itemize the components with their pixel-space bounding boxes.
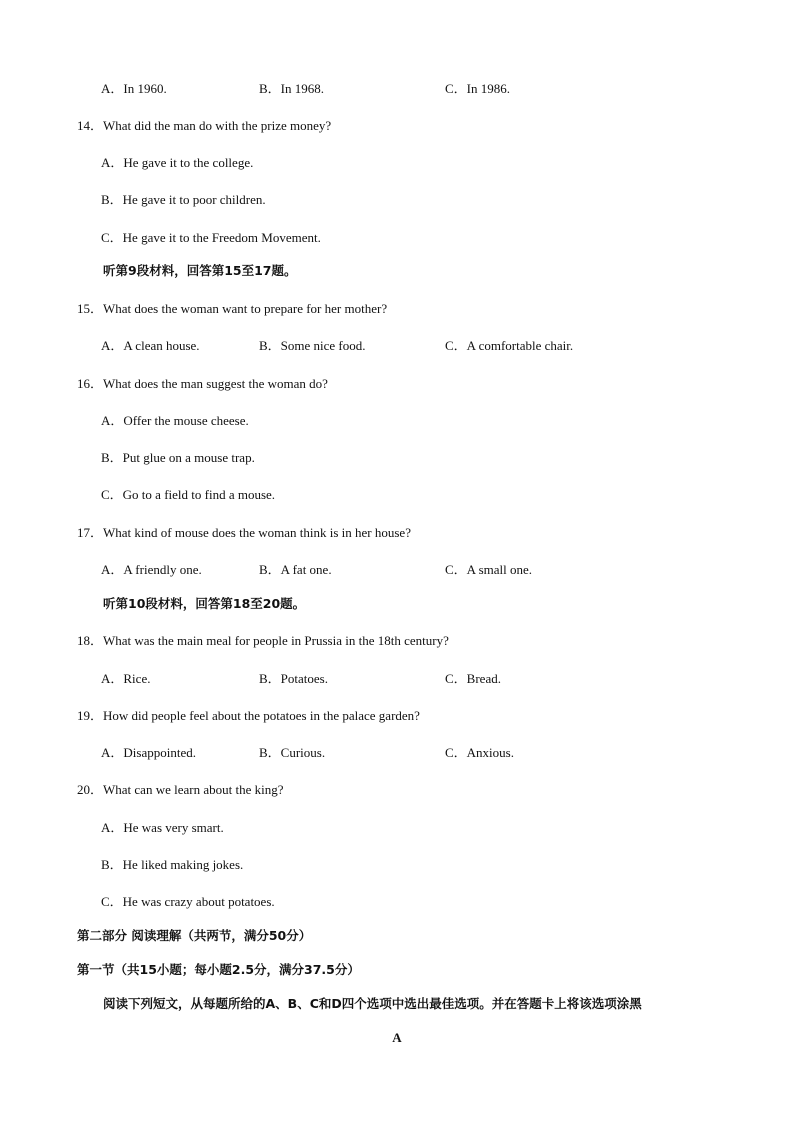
q16-stem: 16．What does the man suggest the woman do?: [77, 376, 328, 391]
section-9-heading: 听第9段材料，回答第15至17题。: [103, 263, 297, 278]
q20-option-c: C．He was crazy about potatoes.: [101, 894, 275, 909]
q15-stem: 15．What does the woman want to prepare for her mother?: [77, 301, 388, 316]
q18-option-c: C．Bread.: [445, 671, 501, 686]
q15-option-b: B．Some nice food.: [259, 338, 366, 353]
q16-option-c: C．Go to a field to find a mouse.: [101, 487, 276, 502]
q19-option-b: B．Curious.: [259, 745, 326, 760]
q18-option-a: A．Rice.: [101, 671, 151, 686]
q20-option-b: B．He liked making jokes.: [101, 857, 244, 872]
q19-option-c: C．Anxious.: [445, 745, 514, 760]
q19-stem: 19．How did people feel about the potatoes in the palace garden?: [77, 708, 420, 723]
q15-option-c: C．A comfortable chair.: [445, 338, 574, 353]
q18-option-b: B．Potatoes.: [259, 671, 328, 686]
q19-option-a: A．Disappointed.: [101, 745, 196, 760]
part-2-heading: 第二部分 阅读理解（共两节，满分50分）: [77, 928, 312, 943]
q17-option-b: B．A fat one.: [259, 562, 332, 577]
q13-option-b: B．In 1968.: [259, 81, 325, 96]
reading-instructions: 阅读下列短文，从每题所给的A、B、C和D四个选项中选出最佳选项。并在答题卡上将该选项涂黑: [103, 996, 642, 1011]
q16-option-a: A．Offer the mouse cheese.: [101, 413, 249, 428]
q17-option-c: C．A small one.: [445, 562, 533, 577]
q17-option-a: A．A friendly one.: [101, 562, 202, 577]
q13-option-c: C．In 1986.: [445, 81, 511, 96]
q14-option-b: B．He gave it to poor children.: [101, 192, 266, 207]
section-10-heading: 听第10段材料，回答第18至20题。: [103, 596, 306, 611]
q14-option-c: C．He gave it to the Freedom Movement.: [101, 230, 321, 245]
passage-label: A: [392, 1030, 402, 1045]
q20-option-a: A．He was very smart.: [101, 820, 224, 835]
q20-stem: 20．What can we learn about the king?: [77, 782, 284, 797]
q17-stem: 17．What kind of mouse does the woman think is in her house?: [77, 525, 411, 540]
q15-option-a: A．A clean house.: [101, 338, 200, 353]
q16-option-b: B．Put glue on a mouse trap.: [101, 450, 255, 465]
q13-option-a: A．In 1960.: [101, 81, 167, 96]
q14-stem: 14．What did the man do with the prize money?: [77, 118, 332, 133]
q14-option-a: A．He gave it to the college.: [101, 155, 254, 170]
part-2-section-1-heading: 第一节（共15小题；每小题2.5分，满分37.5分）: [77, 962, 360, 977]
q18-stem: 18．What was the main meal for people in Prussia in the 18th century?: [77, 633, 449, 648]
